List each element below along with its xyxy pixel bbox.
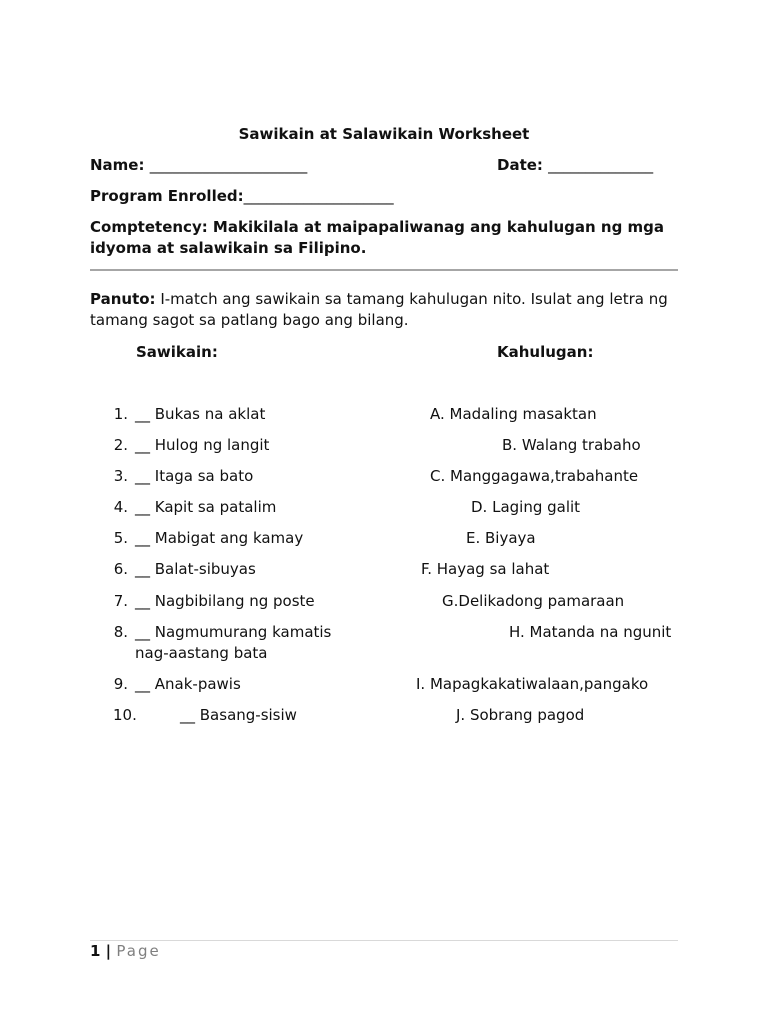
program-label: Program Enrolled: — [90, 187, 244, 205]
competency-line-2: idyoma at salawikain sa Filipino. — [90, 239, 367, 257]
item-number: 6. — [113, 560, 128, 578]
name-blank: _____________________ — [149, 156, 308, 174]
competency-line-1: Comptetency: Makikilala at maipapaliwanag ang kahulugan ng mga — [90, 218, 665, 236]
date-field — [497, 155, 653, 175]
instruction-line-1 — [90, 289, 668, 309]
item-term: __ Bukas na aklat — [135, 405, 266, 423]
item-term: __ Basang-sisiw — [180, 706, 297, 724]
page-label: Page — [116, 942, 161, 960]
page-separator: | — [100, 942, 117, 960]
item-term: __ Itaga sa bato — [135, 467, 254, 485]
instruction-line-2: tamang sagot sa patlang bago ang bilang. — [90, 311, 409, 329]
item-number: 3. — [113, 467, 128, 485]
item-meaning: C. Manggagawa,trabahante — [430, 467, 639, 485]
item-term: __ Kapit sa patalim — [135, 498, 277, 516]
item-number: 8. — [113, 623, 128, 641]
item-number: 9. — [113, 675, 128, 693]
item-term: __ Mabigat ang kamay — [135, 529, 304, 547]
item-meaning: G.Delikadong pamaraan — [442, 592, 625, 610]
item-meaning: A. Madaling masaktan — [430, 405, 597, 423]
column-header-kahulugan: Kahulugan: — [497, 343, 594, 361]
item-number: 4. — [113, 498, 128, 516]
name-field — [90, 155, 307, 175]
program-field — [90, 186, 394, 206]
item-term: __ Nagbibilang ng poste — [135, 592, 315, 610]
item-number: 10. — [113, 706, 137, 724]
instruction-text: I-match ang sawikain sa tamang kahulugan nito. Isulat ang letra ng — [155, 290, 668, 308]
instruction-label: Panuto: — [90, 290, 156, 308]
item-term: __ Hulog ng langit — [135, 436, 270, 454]
item-term: __ Nagmumurang kamatis — [135, 623, 332, 641]
item-number: 1. — [113, 405, 128, 423]
item-term-continued: nag-aastang bata — [135, 644, 268, 662]
item-number: 5. — [113, 529, 128, 547]
item-number: 2. — [113, 436, 128, 454]
divider — [90, 269, 678, 271]
page-number: 1 — [90, 942, 101, 960]
item-meaning: D. Laging galit — [471, 498, 581, 516]
program-blank: ____________________ — [243, 187, 394, 205]
item-meaning: B. Walang trabaho — [502, 436, 641, 454]
item-term: __ Balat-sibuyas — [135, 560, 256, 578]
name-label: Name: — [90, 156, 145, 174]
page-footer — [90, 941, 161, 961]
page-title: Sawikain at Salawikain Worksheet — [238, 125, 530, 143]
item-meaning: E. Biyaya — [466, 529, 536, 547]
column-header-sawikain: Sawikain: — [136, 343, 218, 361]
date-label: Date: — [497, 156, 543, 174]
footer-divider — [90, 940, 678, 941]
item-meaning: I. Mapagkakatiwalaan,pangako — [416, 675, 649, 693]
item-meaning: J. Sobrang pagod — [456, 706, 585, 724]
item-number: 7. — [113, 592, 128, 610]
date-blank: ______________ — [548, 156, 654, 174]
item-meaning: F. Hayag sa lahat — [421, 560, 550, 578]
item-meaning: H. Matanda na ngunit — [509, 623, 672, 641]
item-term: __ Anak-pawis — [135, 675, 241, 693]
